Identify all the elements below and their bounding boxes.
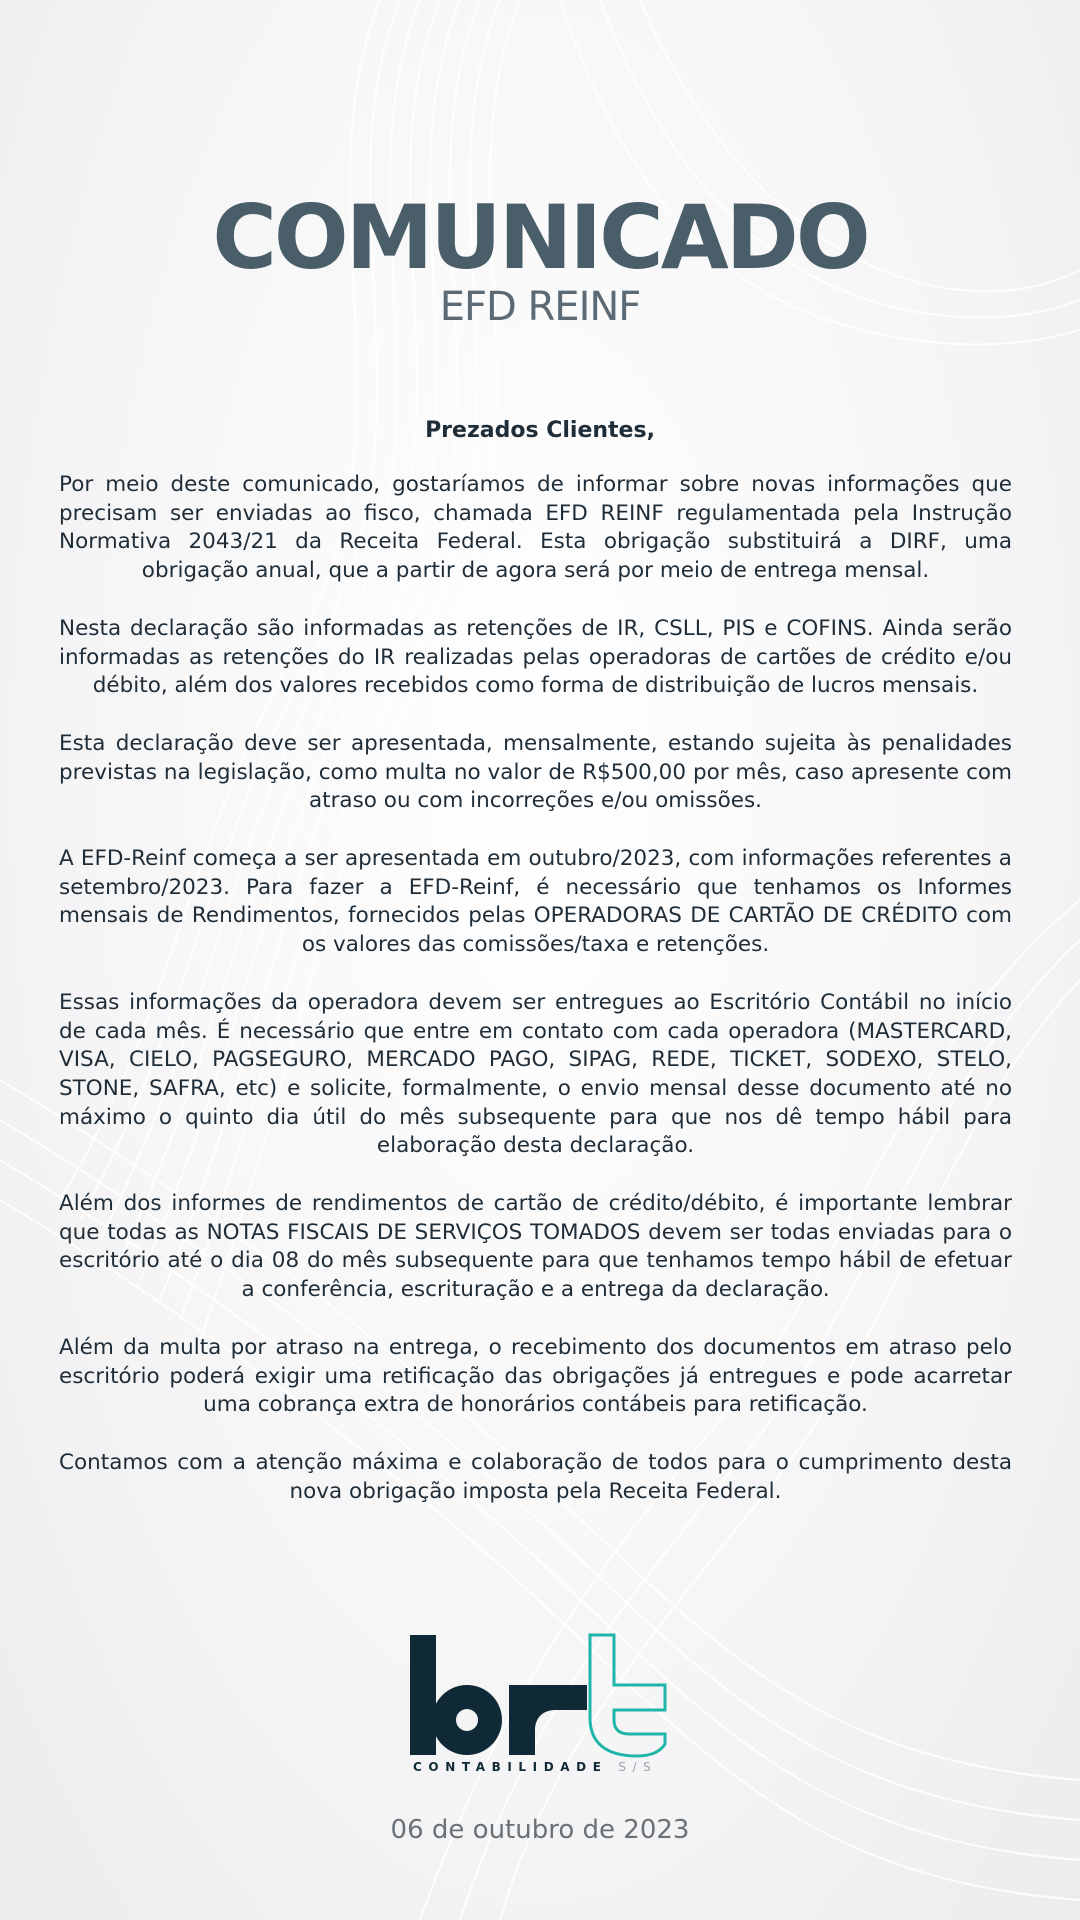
brt-logo (405, 1630, 675, 1780)
logo-letter-r-arm (535, 1685, 587, 1730)
paragraph-penalties: Esta declaração deve ser apresentada, mensalmente, estando sujeita às penalidades previstas na legislação, como multa no valor de R$500,00 por mês, caso apresente com atraso ou com incorreções e/ou omissões. (59, 730, 1012, 814)
paragraph-late-fees: Além da multa por atraso na entrega, o recebimento dos documentos em atraso pelo escritório poderá exigir uma retificação das obrigações já entregues e pode acarretar uma cobrança extra de honorários contábeis para retificação. (59, 1334, 1012, 1418)
paragraph-invoices: Além dos informes de rendimentos de cartão de crédito/débito, é importante lembrar que todas as NOTAS FISCAIS DE SERVIÇOS TOMADOS devem ser todas enviadas para o escritório até o dia 08 do mês subsequente para que tenhamos tempo hábil de efetuar a conferência, escrituração e a entrega da declaração. (59, 1191, 1012, 1303)
announcement-body (59, 471, 1012, 1535)
paragraph-intro: Por meio deste comunicado, gostaríamos de informar sobre novas informações que precisam ser enviadas ao fisco, chamada EFD REINF regulamentada pela Instrução Normativa 2043/21 da Receita Federal. Esta obrigação substituirá a DIRF, uma obrigação anual, que a partir de agora será por meio de entrega mensal. (59, 472, 1012, 584)
logo-tagline-text: CONTABILIDADE (413, 1760, 608, 1774)
announcement-date: 06 de outubro de 2023 (390, 1815, 690, 1845)
paragraph-retentions: Nesta declaração são informadas as retenções de IR, CSLL, PIS e COFINS. Ainda serão informadas as retenções do IR realizadas pelas operadoras de cartões de crédito e/ou débito, além dos valores recebidos como forma de distribuição de lucros mensais. (59, 615, 1012, 699)
page-title: COMUNICADO (212, 186, 868, 289)
logo-letter-r-stem (509, 1685, 535, 1755)
paragraph-closing: Contamos com a atenção máxima e colaboração de todos para o cumprimento desta nova obrigação imposta pela Receita Federal. (59, 1449, 1012, 1504)
logo-tagline (413, 1759, 673, 1775)
page-subtitle: EFD REINF (439, 284, 641, 330)
paragraph-operators: Essas informações da operadora devem ser entregues ao Escritório Contábil no início de cada mês. É necessário que entre em contato com cada operadora (MASTERCARD, VISA, CIELO, PAGSEGURO, MERCADO PAGO, SIPAG, REDE, TICKET, SODEXO, STELO, STONE, SAFRA, etc) e solicite, formalmente, o envio mensal desse documento até no máximo o quinto dia útil do mês subsequente para que nos dê tempo hábil para elaboração desta declaração. (59, 989, 1012, 1159)
logo-letter-t (590, 1635, 665, 1756)
paragraph-start-date: A EFD-Reinf começa a ser apresentada em outubro/2023, com informações referentes a setembro/2023. Para fazer a EFD-Reinf, é necessário que tenhamos os Informes mensais de Rendimentos, fornecidos pelas OPERADORAS DE CARTÃO DE CRÉDITO com os valores das comissões/taxa e retenções. (59, 846, 1012, 958)
greeting: Prezados Clientes, (425, 418, 655, 443)
logo-letter-b-stem (410, 1635, 436, 1755)
logo-tagline-suffix: S/S (618, 1760, 658, 1774)
